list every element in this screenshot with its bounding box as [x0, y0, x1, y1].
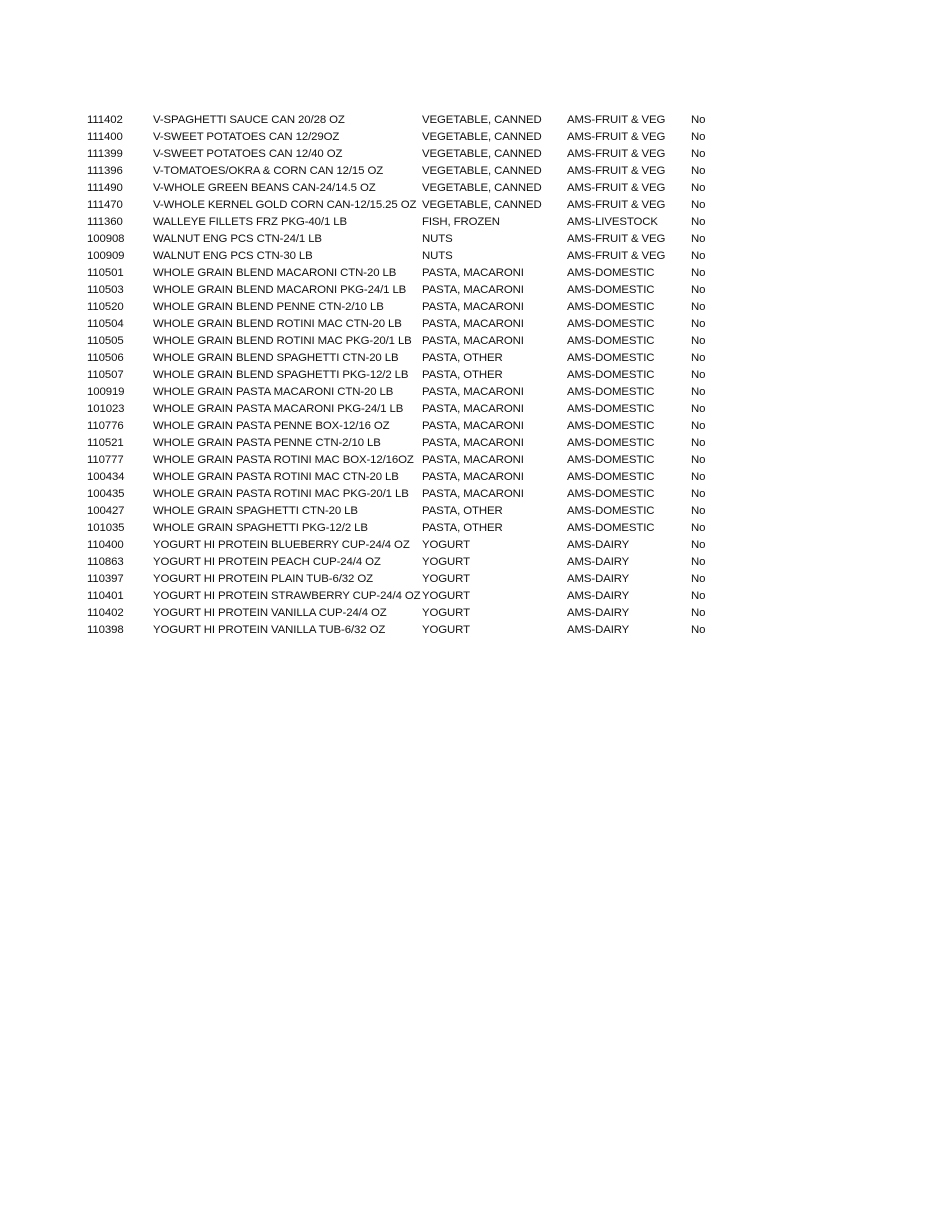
item-agency-cell: AMS-DOMESTIC — [567, 471, 655, 483]
item-code-cell: 110400 — [87, 539, 124, 551]
item-description-cell: WHOLE GRAIN PASTA MACARONI CTN-20 LB — [153, 386, 394, 398]
item-category-cell: PASTA, MACARONI — [422, 386, 524, 398]
item-category-cell: YOGURT — [422, 607, 470, 619]
item-agency-cell: AMS-DOMESTIC — [567, 403, 655, 415]
item-category-cell: PASTA, OTHER — [422, 369, 503, 381]
item-category-cell: VEGETABLE, CANNED — [422, 131, 542, 143]
item-agency-cell: AMS-DAIRY — [567, 624, 630, 636]
table-row — [87, 605, 731, 622]
item-flag-cell: No — [691, 539, 706, 551]
item-flag-cell: No — [691, 335, 706, 347]
item-description-cell: V-WHOLE KERNEL GOLD CORN CAN-12/15.25 OZ — [153, 199, 417, 211]
table-row — [87, 299, 731, 316]
table-row — [87, 520, 731, 537]
table-row — [87, 435, 731, 452]
item-flag-cell: No — [691, 165, 706, 177]
item-description-cell: WHOLE GRAIN BLEND MACARONI CTN-20 LB — [153, 267, 397, 279]
item-category-cell: VEGETABLE, CANNED — [422, 148, 542, 160]
item-category-cell: VEGETABLE, CANNED — [422, 114, 542, 126]
table-row — [87, 418, 731, 435]
item-flag-cell: No — [691, 505, 706, 517]
item-description-cell: WHOLE GRAIN BLEND SPAGHETTI CTN-20 LB — [153, 352, 399, 364]
item-code-cell: 111396 — [87, 165, 123, 177]
items-table — [87, 112, 731, 639]
item-category-cell: YOGURT — [422, 590, 470, 602]
item-category-cell: PASTA, OTHER — [422, 522, 503, 534]
item-code-cell: 111399 — [87, 148, 123, 160]
item-code-cell: 110507 — [87, 369, 124, 381]
item-description-cell: V-SPAGHETTI SAUCE CAN 20/28 OZ — [153, 114, 345, 126]
item-flag-cell: No — [691, 454, 706, 466]
item-code-cell: 110397 — [87, 573, 124, 585]
item-flag-cell: No — [691, 420, 706, 432]
item-category-cell: PASTA, MACARONI — [422, 454, 524, 466]
item-code-cell: 111470 — [87, 199, 123, 211]
item-code-cell: 110520 — [87, 301, 124, 313]
item-description-cell: V-SWEET POTATOES CAN 12/40 OZ — [153, 148, 343, 160]
item-flag-cell: No — [691, 148, 706, 160]
item-flag-cell: No — [691, 369, 706, 381]
item-code-cell: 110398 — [87, 624, 124, 636]
item-description-cell: V-SWEET POTATOES CAN 12/29OZ — [153, 131, 340, 143]
item-code-cell: 110506 — [87, 352, 124, 364]
item-flag-cell: No — [691, 624, 706, 636]
table-row — [87, 129, 731, 146]
item-flag-cell: No — [691, 607, 706, 619]
item-code-cell: 100435 — [87, 488, 125, 500]
item-description-cell: WHOLE GRAIN BLEND ROTINI MAC CTN-20 LB — [153, 318, 402, 330]
item-code-cell: 100909 — [87, 250, 125, 262]
item-agency-cell: AMS-DAIRY — [567, 556, 630, 568]
item-code-cell: 100427 — [87, 505, 125, 517]
item-category-cell: PASTA, MACARONI — [422, 488, 524, 500]
item-category-cell: VEGETABLE, CANNED — [422, 199, 542, 211]
item-code-cell: 110505 — [87, 335, 124, 347]
table-row — [87, 265, 731, 282]
item-flag-cell: No — [691, 284, 706, 296]
item-description-cell: WHOLE GRAIN BLEND PENNE CTN-2/10 LB — [153, 301, 384, 313]
item-category-cell: VEGETABLE, CANNED — [422, 165, 542, 177]
item-agency-cell: AMS-FRUIT & VEG — [567, 182, 666, 194]
item-agency-cell: AMS-FRUIT & VEG — [567, 233, 666, 245]
item-description-cell: YOGURT HI PROTEIN VANILLA CUP-24/4 OZ — [153, 607, 387, 619]
item-agency-cell: AMS-FRUIT & VEG — [567, 165, 666, 177]
item-description-cell: V-TOMATOES/OKRA & CORN CAN 12/15 OZ — [153, 165, 384, 177]
table-row — [87, 316, 731, 333]
item-agency-cell: AMS-DOMESTIC — [567, 386, 655, 398]
table-row — [87, 197, 731, 214]
item-agency-cell: AMS-FRUIT & VEG — [567, 114, 666, 126]
item-description-cell: V-WHOLE GREEN BEANS CAN-24/14.5 OZ — [153, 182, 376, 194]
item-description-cell: WHOLE GRAIN PASTA MACARONI PKG-24/1 LB — [153, 403, 404, 415]
table-row — [87, 469, 731, 486]
item-category-cell: FISH, FROZEN — [422, 216, 500, 228]
table-row — [87, 537, 731, 554]
table-row — [87, 180, 731, 197]
item-flag-cell: No — [691, 301, 706, 313]
item-category-cell: PASTA, OTHER — [422, 352, 503, 364]
item-description-cell: WHOLE GRAIN PASTA ROTINI MAC CTN-20 LB — [153, 471, 399, 483]
item-agency-cell: AMS-DOMESTIC — [567, 437, 655, 449]
item-code-cell: 100434 — [87, 471, 125, 483]
item-category-cell: PASTA, OTHER — [422, 505, 503, 517]
item-description-cell: WHOLE GRAIN BLEND SPAGHETTI PKG-12/2 LB — [153, 369, 409, 381]
item-description-cell: WHOLE GRAIN SPAGHETTI CTN-20 LB — [153, 505, 358, 517]
item-agency-cell: AMS-DOMESTIC — [567, 284, 655, 296]
item-agency-cell: AMS-DOMESTIC — [567, 420, 655, 432]
item-flag-cell: No — [691, 250, 706, 262]
item-description-cell: WHOLE GRAIN BLEND MACARONI PKG-24/1 LB — [153, 284, 407, 296]
item-category-cell: PASTA, MACARONI — [422, 267, 524, 279]
item-category-cell: PASTA, MACARONI — [422, 335, 524, 347]
item-category-cell: PASTA, MACARONI — [422, 420, 524, 432]
item-code-cell: 110503 — [87, 284, 124, 296]
item-category-cell: NUTS — [422, 233, 453, 245]
item-description-cell: YOGURT HI PROTEIN VANILLA TUB-6/32 OZ — [153, 624, 386, 636]
item-flag-cell: No — [691, 471, 706, 483]
item-agency-cell: AMS-DOMESTIC — [567, 505, 655, 517]
table-row — [87, 231, 731, 248]
item-code-cell: 101035 — [87, 522, 125, 534]
item-code-cell: 110776 — [87, 420, 124, 432]
item-description-cell: YOGURT HI PROTEIN PLAIN TUB-6/32 OZ — [153, 573, 373, 585]
item-code-cell: 111360 — [87, 216, 123, 228]
item-flag-cell: No — [691, 386, 706, 398]
items-table-body — [87, 112, 731, 639]
table-row — [87, 452, 731, 469]
item-code-cell: 110402 — [87, 607, 124, 619]
item-code-cell: 111402 — [87, 114, 123, 126]
item-agency-cell: AMS-FRUIT & VEG — [567, 148, 666, 160]
item-agency-cell: AMS-LIVESTOCK — [567, 216, 658, 228]
item-flag-cell: No — [691, 182, 706, 194]
item-description-cell: WALNUT ENG PCS CTN-24/1 LB — [153, 233, 322, 245]
table-row — [87, 384, 731, 401]
item-code-cell: 100919 — [87, 386, 125, 398]
item-description-cell: WALLEYE FILLETS FRZ PKG-40/1 LB — [153, 216, 347, 228]
item-code-cell: 101023 — [87, 403, 125, 415]
item-agency-cell: AMS-DOMESTIC — [567, 522, 655, 534]
item-agency-cell: AMS-DOMESTIC — [567, 301, 655, 313]
item-code-cell: 100908 — [87, 233, 125, 245]
table-row — [87, 350, 731, 367]
table-row — [87, 214, 731, 231]
item-flag-cell: No — [691, 114, 706, 126]
item-category-cell: YOGURT — [422, 556, 470, 568]
item-category-cell: PASTA, MACARONI — [422, 403, 524, 415]
item-code-cell: 110401 — [87, 590, 124, 602]
item-flag-cell: No — [691, 522, 706, 534]
table-row — [87, 146, 731, 163]
item-flag-cell: No — [691, 216, 706, 228]
table-row — [87, 486, 731, 503]
item-category-cell: PASTA, MACARONI — [422, 437, 524, 449]
item-description-cell: YOGURT HI PROTEIN PEACH CUP-24/4 OZ — [153, 556, 381, 568]
item-description-cell: WHOLE GRAIN BLEND ROTINI MAC PKG-20/1 LB — [153, 335, 412, 347]
item-code-cell: 110863 — [87, 556, 124, 568]
item-agency-cell: AMS-DOMESTIC — [567, 318, 655, 330]
item-code-cell: 111400 — [87, 131, 123, 143]
item-agency-cell: AMS-DOMESTIC — [567, 267, 655, 279]
item-code-cell: 110501 — [87, 267, 124, 279]
item-flag-cell: No — [691, 131, 706, 143]
item-flag-cell: No — [691, 556, 706, 568]
item-category-cell: YOGURT — [422, 539, 470, 551]
item-category-cell: PASTA, MACARONI — [422, 471, 524, 483]
item-flag-cell: No — [691, 267, 706, 279]
table-row — [87, 367, 731, 384]
item-agency-cell: AMS-DAIRY — [567, 573, 630, 585]
item-description-cell: WALNUT ENG PCS CTN-30 LB — [153, 250, 313, 262]
item-category-cell: YOGURT — [422, 573, 470, 585]
item-description-cell: YOGURT HI PROTEIN BLUEBERRY CUP-24/4 OZ — [153, 539, 410, 551]
table-row — [87, 282, 731, 299]
item-flag-cell: No — [691, 573, 706, 585]
table-row — [87, 554, 731, 571]
item-code-cell: 110504 — [87, 318, 124, 330]
item-description-cell: WHOLE GRAIN PASTA PENNE BOX-12/16 OZ — [153, 420, 390, 432]
table-row — [87, 588, 731, 605]
item-description-cell: WHOLE GRAIN SPAGHETTI PKG-12/2 LB — [153, 522, 368, 534]
item-flag-cell: No — [691, 403, 706, 415]
item-category-cell: VEGETABLE, CANNED — [422, 182, 542, 194]
item-flag-cell: No — [691, 488, 706, 500]
table-row — [87, 571, 731, 588]
item-flag-cell: No — [691, 233, 706, 245]
item-code-cell: 110521 — [87, 437, 124, 449]
item-flag-cell: No — [691, 318, 706, 330]
item-description-cell: WHOLE GRAIN PASTA PENNE CTN-2/10 LB — [153, 437, 381, 449]
item-agency-cell: AMS-DOMESTIC — [567, 488, 655, 500]
item-flag-cell: No — [691, 352, 706, 364]
item-agency-cell: AMS-FRUIT & VEG — [567, 199, 666, 211]
item-flag-cell: No — [691, 590, 706, 602]
item-category-cell: YOGURT — [422, 624, 470, 636]
item-agency-cell: AMS-DOMESTIC — [567, 369, 655, 381]
item-description-cell: YOGURT HI PROTEIN STRAWBERRY CUP-24/4 OZ — [153, 590, 421, 602]
item-agency-cell: AMS-DOMESTIC — [567, 352, 655, 364]
table-row — [87, 622, 731, 639]
table-row — [87, 503, 731, 520]
item-agency-cell: AMS-DAIRY — [567, 539, 630, 551]
table-row — [87, 401, 731, 418]
item-agency-cell: AMS-DAIRY — [567, 590, 630, 602]
item-agency-cell: AMS-FRUIT & VEG — [567, 131, 666, 143]
item-code-cell: 110777 — [87, 454, 124, 466]
item-agency-cell: AMS-FRUIT & VEG — [567, 250, 666, 262]
item-agency-cell: AMS-DAIRY — [567, 607, 630, 619]
item-code-cell: 111490 — [87, 182, 123, 194]
item-category-cell: PASTA, MACARONI — [422, 318, 524, 330]
table-row — [87, 333, 731, 350]
item-description-cell: WHOLE GRAIN PASTA ROTINI MAC BOX-12/16OZ — [153, 454, 414, 466]
table-row — [87, 248, 731, 265]
item-category-cell: PASTA, MACARONI — [422, 284, 524, 296]
table-row — [87, 112, 731, 129]
item-category-cell: NUTS — [422, 250, 453, 262]
table-row — [87, 163, 731, 180]
item-flag-cell: No — [691, 437, 706, 449]
item-category-cell: PASTA, MACARONI — [422, 301, 524, 313]
item-flag-cell: No — [691, 199, 706, 211]
item-agency-cell: AMS-DOMESTIC — [567, 335, 655, 347]
item-agency-cell: AMS-DOMESTIC — [567, 454, 655, 466]
item-description-cell: WHOLE GRAIN PASTA ROTINI MAC PKG-20/1 LB — [153, 488, 409, 500]
